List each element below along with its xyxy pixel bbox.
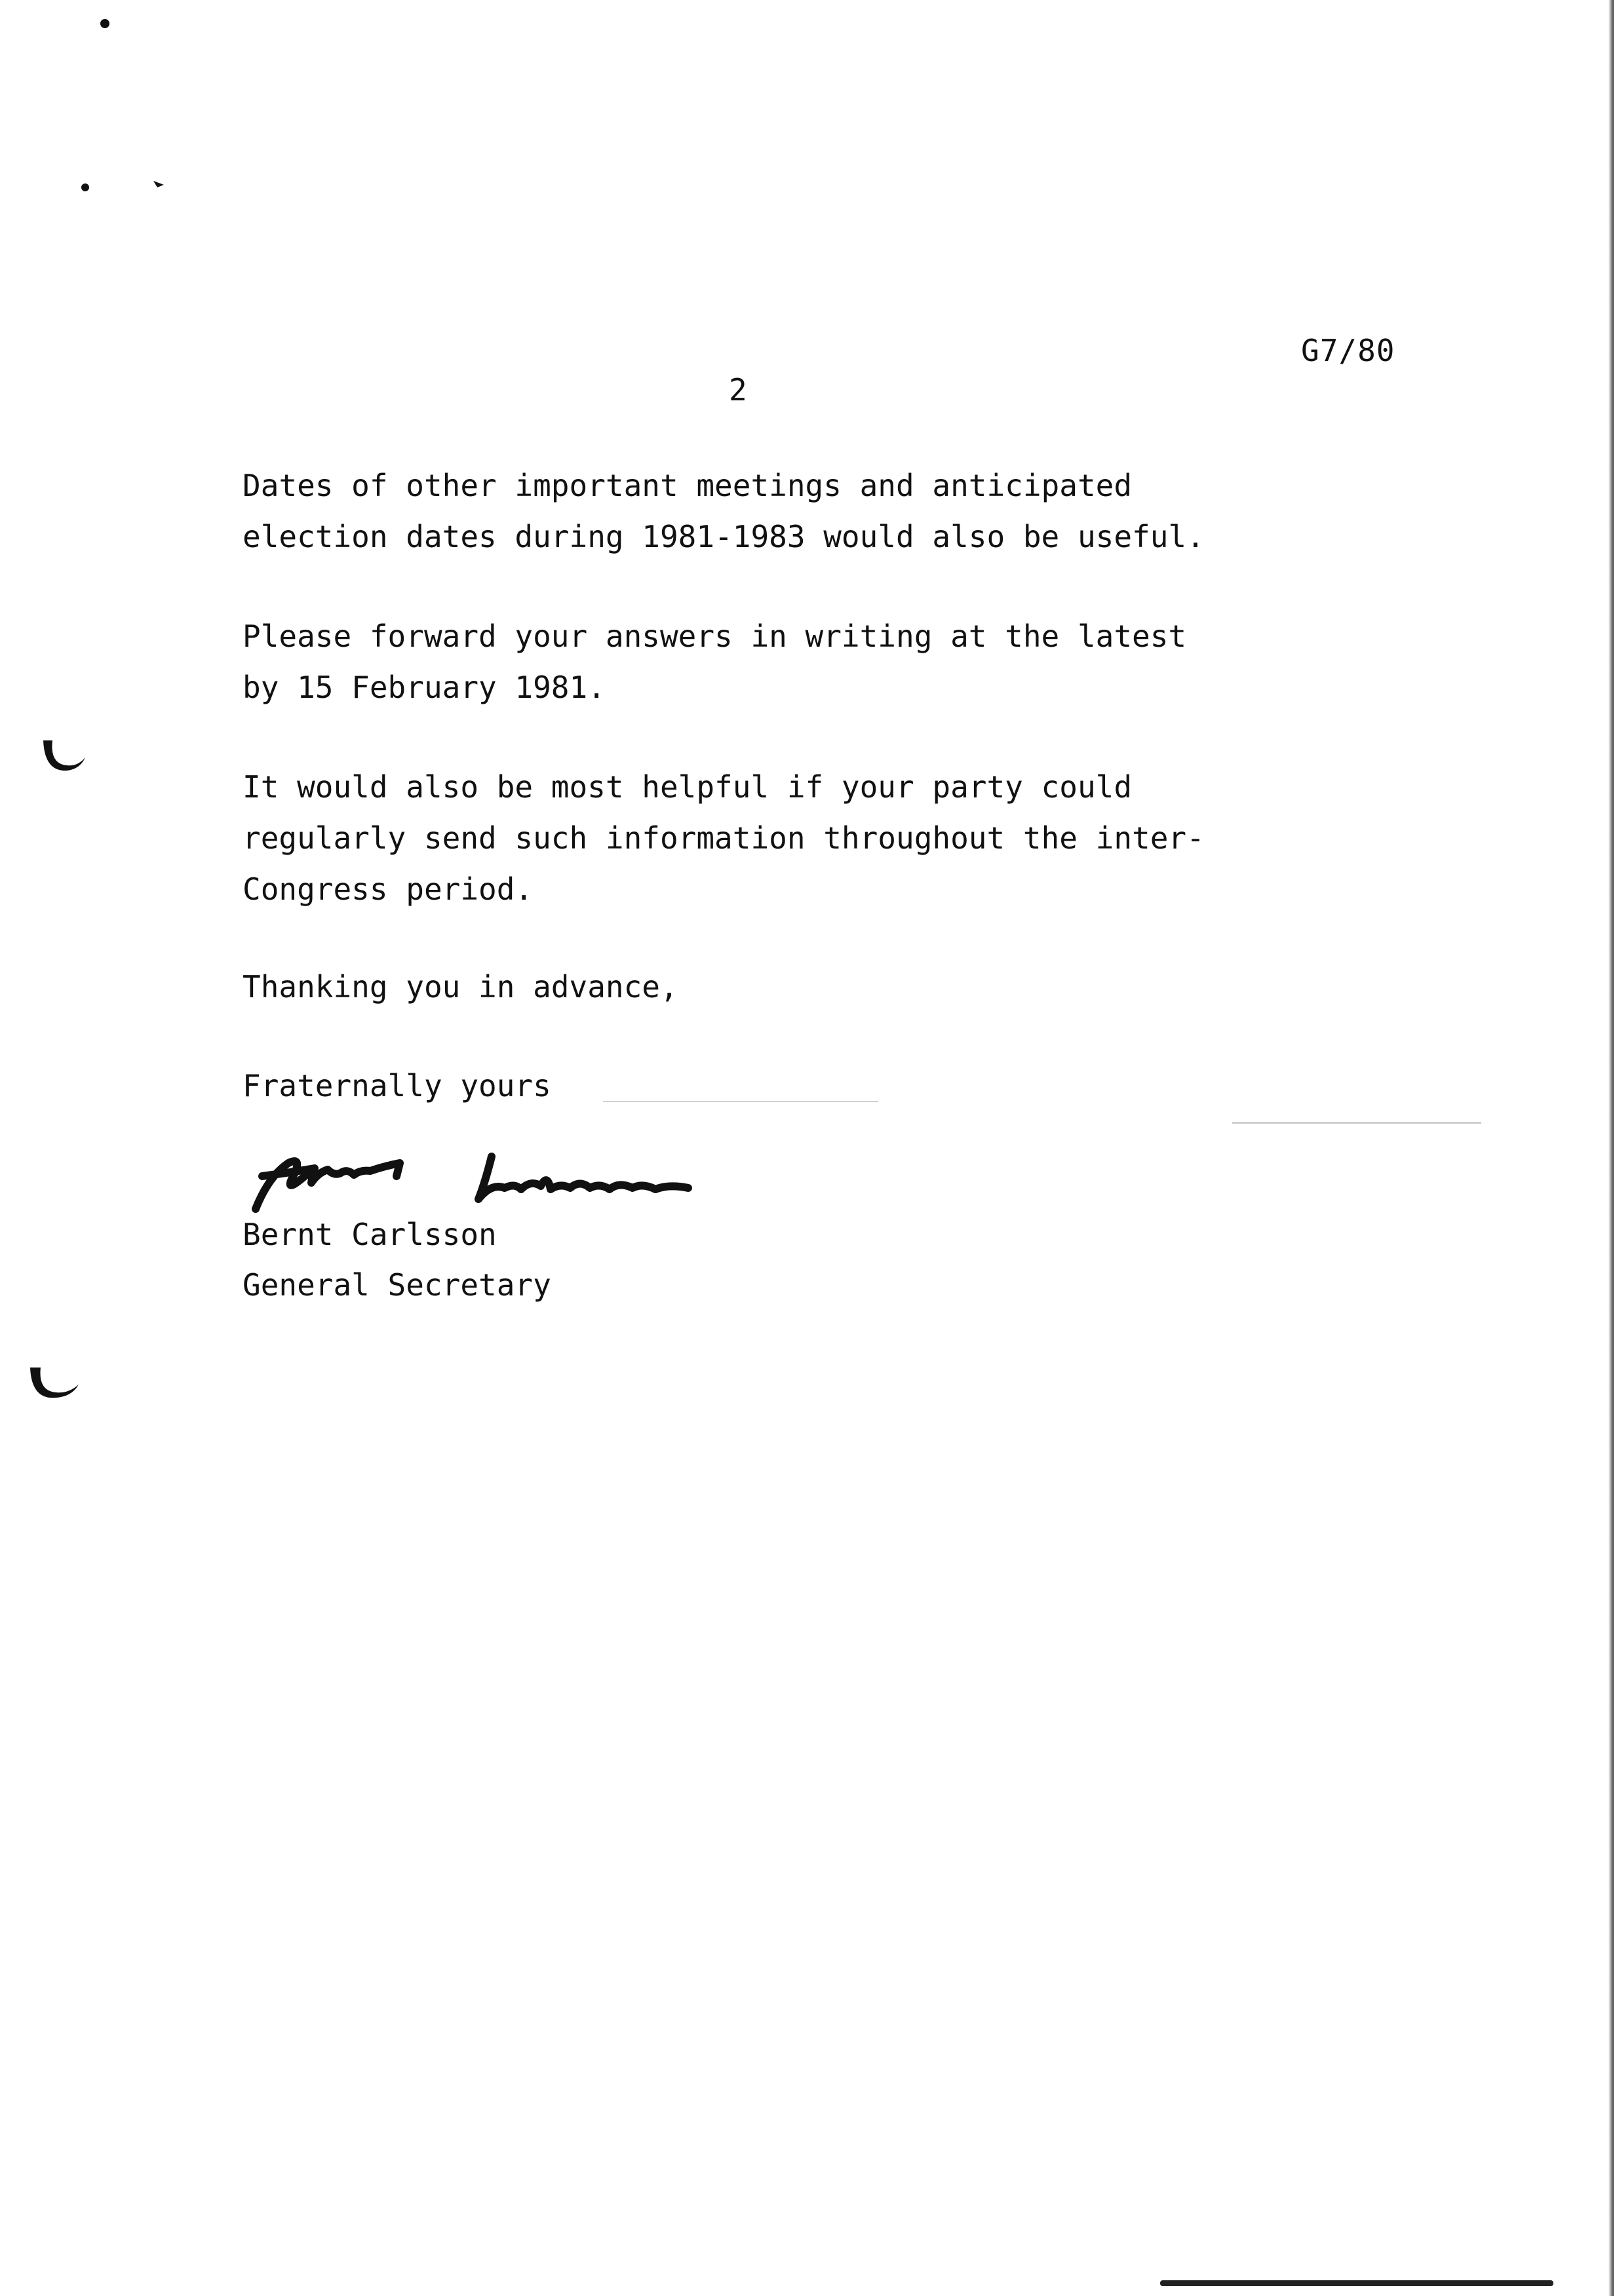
- page-number: 2: [729, 372, 747, 408]
- paragraph-deadline: Please forward your answers in writing at the latest by 15 February 1981.: [243, 619, 1187, 705]
- scan-speck-icon: [98, 17, 111, 30]
- document-reference: G7/80: [1301, 333, 1395, 368]
- page-edge-shadow: [1608, 0, 1614, 2296]
- scan-line: [603, 1101, 878, 1102]
- scan-line: [1232, 1122, 1481, 1124]
- closing-salutation: Fraternally yours: [243, 1068, 551, 1103]
- scan-edge-mark: [1160, 2280, 1553, 2286]
- paragraph-regular-info: It would also be most helpful if your party could regularly send such information throughout the inter- Congress period.: [243, 769, 1205, 907]
- scan-speck-icon: [79, 181, 92, 194]
- signer-name: Bernt Carlsson: [243, 1217, 497, 1252]
- signer-title: General Secretary: [243, 1267, 551, 1303]
- closing-thanks: Thanking you in advance,: [243, 969, 678, 1004]
- scan-speck-icon: [152, 178, 166, 193]
- punch-hole-icon: [38, 734, 90, 780]
- punch-hole-icon: [26, 1360, 85, 1406]
- paragraph-meetings: Dates of other important meetings and anticipated election dates during 1981-1983 would also be useful.: [243, 468, 1205, 554]
